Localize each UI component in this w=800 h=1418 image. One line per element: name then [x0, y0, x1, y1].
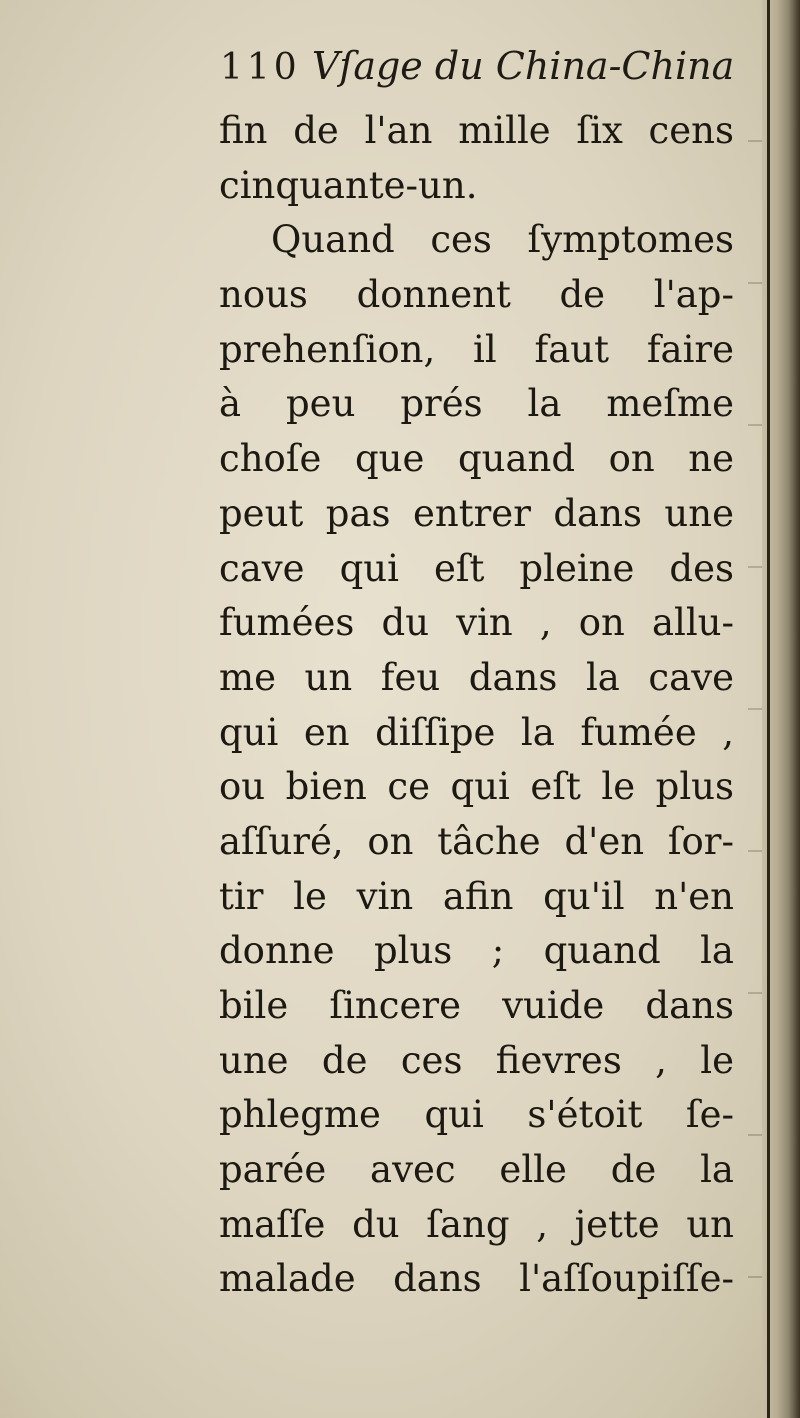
text-line: maſſe du ſang , jette un	[219, 1202, 734, 1246]
text-line: cave qui eſt pleine des	[219, 546, 734, 590]
text-line: fin de l'an mille ſix cens	[219, 109, 734, 152]
text-line: choſe que quand on ne	[219, 437, 734, 481]
text-line: phlegme qui s'étoit ſe-	[219, 1093, 734, 1137]
text-line: nous donnent de l'ap-	[219, 273, 734, 317]
text-line: aſſuré, on tâche d'en ſor-	[219, 819, 734, 863]
text-line: qui en diſſipe la fumée ,	[219, 710, 734, 754]
text-line: prehenſion, il faut faire	[219, 327, 734, 371]
book-spine-edge	[767, 0, 770, 1418]
page-edge-shading	[748, 0, 762, 1418]
text-line: peut pas entrer dans une	[219, 491, 734, 535]
page-header	[220, 44, 734, 88]
text-line: donne plus ; quand la	[219, 929, 734, 973]
paragraph-first-line: Quand ces ſymptomes	[271, 218, 734, 262]
text-line: malade dans l'aſſoupiſſe-	[219, 1257, 734, 1301]
text-line: à peu prés la meſme	[219, 382, 734, 426]
running-title: Vſage du China-China	[311, 44, 735, 88]
text-line: ou bien ce qui eſt le plus	[219, 765, 734, 809]
text-line: bile ſincere vuide dans	[219, 984, 734, 1027]
text-line: tir le vin afin qu'il n'en	[219, 874, 734, 918]
text-line: me un feu dans la cave	[219, 655, 734, 699]
body-text	[219, 104, 734, 1307]
page-number: 110	[220, 47, 301, 88]
text-line: cinquante-un.	[219, 163, 478, 207]
text-line: fumées du vin , on allu-	[219, 601, 734, 645]
text-line: une de ces fievres , le	[219, 1038, 734, 1082]
text-line: parée avec elle de la	[219, 1148, 734, 1192]
